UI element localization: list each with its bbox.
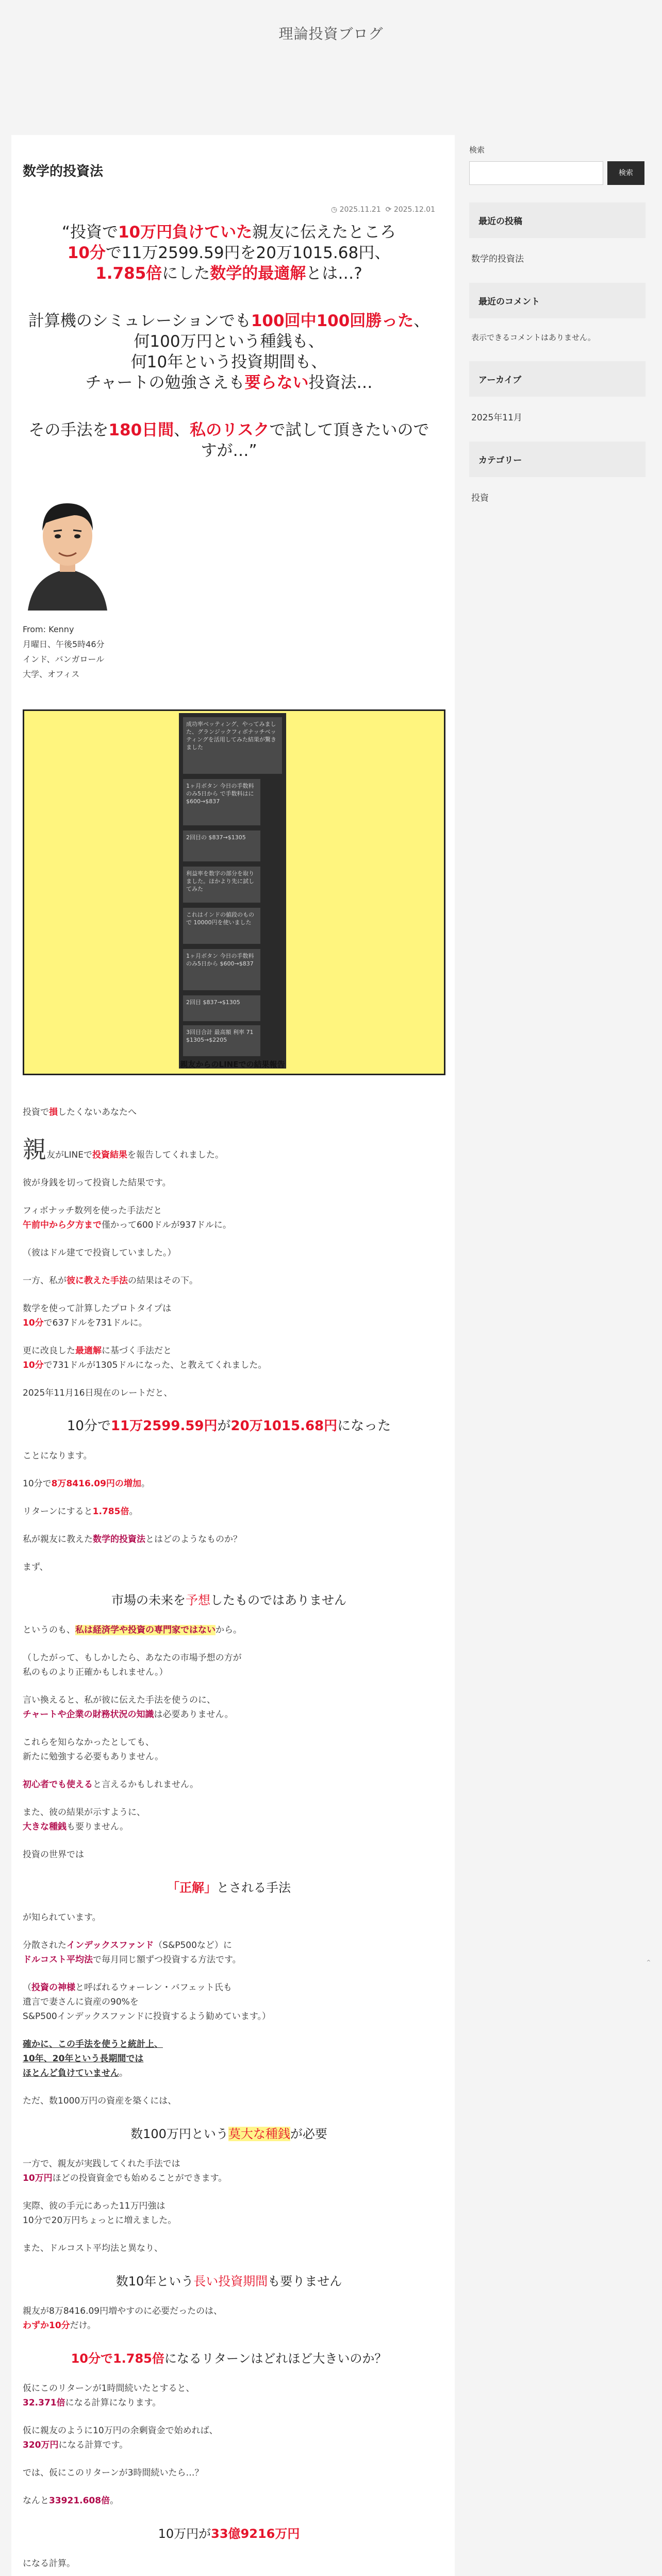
search-input[interactable] [469, 161, 603, 185]
recent-posts-title: 最近の投稿 [469, 202, 646, 238]
chat-bubble: 利益率を数字の部分を取りました。ほかより先に試してみた [183, 867, 260, 903]
category-link[interactable]: 投資 [471, 493, 489, 503]
line-screenshot [23, 709, 445, 1075]
archive-title: アーカイブ [469, 361, 646, 397]
search-widget-title: 検索 [469, 145, 485, 155]
screenshot-caption: 親友からのLINEでの結果報告 [180, 1060, 285, 1069]
chat-bubble: 成功率ベッティング、やってみました、グランジックフィボナッチベッティングを活用してみた結果が驚きました [183, 717, 282, 774]
category-title: カテゴリー [469, 442, 646, 477]
section-heading: 10万円が33億9216万円 [158, 2527, 300, 2541]
no-comments-text: 表示できるコメントはありません。 [471, 333, 595, 342]
sidebar [469, 144, 646, 513]
chat-bubble: 2回目 $837→$1305 [183, 995, 260, 1021]
chat-bubble: 3回目合計 最高額 利率 71 $1305→$2205 [183, 1025, 260, 1056]
refresh-icon: ⟳ [385, 206, 392, 214]
section-heading: 数100万円という莫大な種銭が必要 [130, 2127, 327, 2141]
chat-bubble: 1ヶ月ボタン 今日の手数料のみ5日から で手数料はに $600→$837 [183, 779, 260, 825]
section-heading: 「正解」とされる手法 [167, 1880, 291, 1895]
archive-link[interactable]: 2025年11月 [471, 413, 522, 423]
chat-bubble: 2回目の $837→$1305 [183, 831, 260, 861]
article [11, 135, 455, 2576]
body-text: 投資で損したくないあなたへ 親友がLINEで投資結果を報告してくれました。 彼が身銭を切って投資した結果です。 フィボナッチ数列を使った手法だと 午前中から夕方まで僅かって600ドルが937ドルに。 （彼はドル建てで投資していました。） 一方、私が彼に教えた手法の結果はその下。 数学を使って計算したプロトタイプは 10分で637ドルを731ドルに。 更に改良した最適解に基づく手法だと 10分で731ドルが1305ドルになった、と教えてくれました。 2025年11月16日現在のレートだと、 10分で11万2599.59円が20万1015.68円になった ことになります。 10分で8万8416.09円の増加。 リターンにすると1.785倍。 私が親友に教えた数学的投資法とはどのようなものか？ まず、 市場の未来を予想したものではありません というのも、私は経済学や投資の専門家ではないから。 （したがって、もしかしたら、あなたの市場予想の方が 私のものより正確かもしれません。） 言い換えると、私が彼に伝えた手法を使うのに、 チャートや企業の財務状況の知識は必要ありません。 これらを知らなかったとしても、 新たに勉強する必要もありません。 初心者でも使えると言えるかもしれません。 また、彼の結果が示すように、 大きな種銭も要りません。 投資の世界では 「正解」とされる手法 が知られています。 分散されたインデックスファンド（S&P500など）に ドルコスト平均法で毎月同じ額ずつ投資する方法です。 （投資の神様と呼ばれるウォーレン・バフェット氏も 遺言で妻さんに資産の90%を S&P500インデックスファンドに投資するよう勧めています。） 確かに、この手法を使うと統計上、 10年、20年という長期間では ほとんど負けていません。 ただ、数1000万円の資産を築くには、 数100万円という莫大な種銭が必要 一方で、親友が実践してくれた手法では 10万円ほどの投資資金でも始めることができます。 実際、彼の手元にあった11万円強は 10分で20万円ちょっとに増えました。 また、ドルコスト平均法と異なり、 数10年という長い投資期間も要りません 親友が8万8416.09円増やすのに必要だったのは、 わずか10分だけ。 10分で1.785倍になるリターンはどれほど大きいのか？ 仮にこのリターンが1時間続いたとすると、 32.371倍になる計算になります。 仮に親友のように10万円の余剰資金で始めれば、 320万円になる計算です。 では、仮にこのリターンが3時間続いたら…？ なんと33921.608倍。 10万円が33億9216万円 になる計算。 [23, 1105, 435, 2576]
author-info: From: Kenny 月曜日、午後5時46分 インド、バンガロール 大学、オフィス [23, 624, 105, 679]
search-form [469, 161, 646, 185]
scroll-to-top-icon[interactable]: ⌃ [646, 1959, 652, 1967]
updated-date: 2025.12.01 [393, 206, 435, 214]
site-title[interactable]: 理論投資ブログ [278, 25, 384, 42]
site-header [0, 0, 662, 63]
recent-post-link[interactable]: 数学的投資法 [471, 254, 524, 264]
chat-bubble: 1ヶ月ボタン 今日の手数料のみ5日から $600→$837 [183, 949, 260, 990]
page-title: 数学的投資法 [23, 164, 104, 179]
section-heading: 10分で1.785倍になるリターンはどれほど大きいのか？ [71, 2351, 387, 2366]
section-heading: 10分で11万2599.59円が20万1015.68円になった [67, 1418, 391, 1434]
published-date: 2025.11.21 [339, 206, 381, 214]
section-heading: 数10年という長い投資期間も要りません [115, 2274, 342, 2289]
clock-icon: ◷ [330, 206, 338, 214]
search-button[interactable]: 検索 [607, 161, 644, 185]
post-meta [23, 206, 435, 214]
author-avatar [23, 487, 112, 611]
section-heading: 市場の未来を予想したものではありません [111, 1593, 346, 1607]
chat-screenshot [179, 713, 286, 1069]
hero-block: “投資で10万円負けていた親友に伝えたところ 10分で11万2599.59円を20万1015.68円、 1.785倍にした数学的最適解とは…? 計算機のシミュレーションでも100回中100回勝った、 何100万円という種銭も、 何10年という投資期間も、 チャートの勉強さえも要らない投資法… その手法を180日間、私のリスクで試して頂きたいのですが…” [28, 223, 430, 460]
chat-bubble: これはインドの値段のもので 10000円を使いました [183, 908, 260, 944]
recent-comments-title: 最近のコメント [469, 283, 646, 318]
